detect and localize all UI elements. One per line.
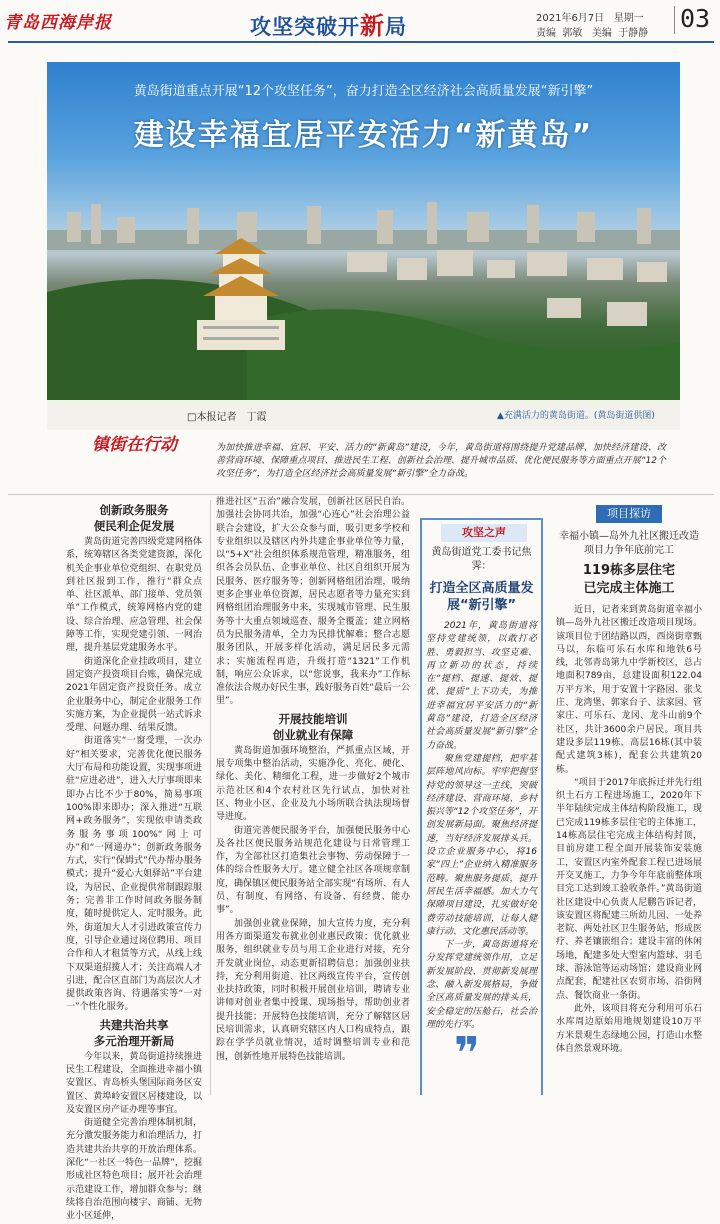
section-title-highlight: 新 xyxy=(360,12,385,40)
article-column-4 xyxy=(556,530,702,1095)
article-column-2 xyxy=(216,496,410,1095)
paragraph: 街道落实“一窗受理，一次办好”相关要求，完善优化便民服务大厅布局和功能设置，实现事项进驻“应进必进”，进入大厅事项即来即办占比不少于80%，简易事项100%即来即办；深入推进“互联网+政务服务”，实现依申请类政务服务事项100%“网上可办”和“一网通办”；创新政务服务方式，实行“保姆式”代办帮办服务模式；提升“爱心大姐驿站”平台建设，为居民、企业提供常制跟踪服务；完善非工作时间政务服务制度，随时提供定人、定时服务。此外，街道加大人才引进政策宣传力度，引导企业通过岗位聘用、项目合作和人才租赁等方式，从线上线下双渠道招揽人才；关注高端人才引进，配合区直部门为高层次人才提供政策咨询、待遇落实等“一对一”个性化服务。 xyxy=(66,736,202,1013)
headline: 建设幸福宜居平安活力“新黄岛” xyxy=(133,118,594,153)
quote-mark-icon: ❞ xyxy=(454,1028,480,1079)
paragraph: 下一步，黄岛街道将充分发挥党建统领作用，立足新发展阶段、贯彻新发展理念、融入新发展格局，争做全区高质量发展的排头兵，安全稳定的压舱石，社会治理的先行军。 xyxy=(426,940,537,1030)
header-divider xyxy=(674,6,675,34)
banner-photo xyxy=(47,62,680,430)
article-column-1 xyxy=(66,500,202,1222)
section-title: 攻坚突破开新局 xyxy=(250,12,407,40)
paragraph: 今年以来，黄岛街道持续推进民生工程建设，全面推进幸福小镇安置区、青岛桥头堡国际商务区安置区、黄埠岭安置区居楼建设，以及安置区房产证办理等事宜。 xyxy=(66,1051,202,1115)
column-divider xyxy=(210,500,211,1095)
article-column-3 xyxy=(426,546,537,1030)
issue-date: 2021年6月7日 xyxy=(536,13,605,24)
paragraph: 街道完善便民服务平台，加强便民服务中心及各社区便民服务站规范化建设与日常管理工作，为全部社区打造集社会事物、劳动保障于一体的综合性服务大厅。建立健全社区各项规章制度，确保镇区便民服务站全部实现“有场所、有人员、有制度、有网络、有设备、有经费、能办事”。 xyxy=(216,825,410,916)
paragraph: 黄岛街道加强环境整治，严抓重点区域，开展专项集中整治活动，实施净化、亮化、硬化、绿化、美化、精细化工程，进一步做好2个城市示范社区和4个农村社区先行试点，加快对社区、物业小区、企业及九小场所联合执法现场督导进度。 xyxy=(216,745,410,823)
banner-subtitle: 黄岛街道重点开展“12个攻坚任务”，奋力打造全区经济社会高质量发展“新引擎” xyxy=(133,84,594,99)
paragraph: 加强创业就业保障，加大宣传力度，充分利用各方面渠道发布就业创业惠民政策；优化就业服务，组织就业专员与用工企业进行对接，充分开发就业岗位，动态更新招聘信息；加强创业扶持，充分利用街道、社区两级宣传平台，宣传创业扶持政策，同时积极开展创业培训，聘请专业讲师对创业者集中授课、现场指导，帮助创业者提升技能；开展特色技能培训，充分了解辖区居民培训需求，认真研究辖区内人口构成特点，跟踪在学学员就业情况，适时调整培训专业和范围，创新性地开展特色技能培训。 xyxy=(216,918,410,1062)
page-number: 03 xyxy=(680,4,711,33)
column-tag-voice: 攻坚之声 xyxy=(441,524,527,542)
subhead-3: 开展技能培训 创业就业有保障 xyxy=(272,711,354,742)
quote-title: 打造全区高质量发展“新引擎” xyxy=(429,581,534,613)
paragraph: 街道健全完善治理体制机制，充分激发服务能力和治理活力，打造共建共治共享的开放治理体系。深化“一社区一特色一品牌”，挖掘形成社区特色项目；展开社会治理示范建设工作，增加群众参与；继续将自治范围向楼宇、商铺、无物业小区延伸， xyxy=(66,1118,202,1222)
paragraph: 聚焦党建提档，把牢基层阵地风向标。牢牢把握坚持党的领导这一主线，突破经济建设、营商环境、乡村振兴等“12个攻坚任务”，开创发展新局面。聚焦经济提速，当好经济发展排头兵。设立企业服务中心，将16家“四上”企业纳入精准服务范畴。聚焦服务提质，提升居民生活幸福感。加大力气保障项目建设，扎实做好免费劳动技能培训，让每人健康行动、文化惠民活动等。 xyxy=(426,753,537,937)
editor-name: 郭敏 xyxy=(562,28,583,39)
paragraph: 2021年，黄岛街道将坚持党建统领，以敢打必胜、勇毅担当、攻坚克难、再立新功的状态，持续在“提档、提速、提效、提优、提质”上下功夫，为推进幸福宜居平安活力的“新黄岛”建设，打造全区经济社会高质量发展“新引擎”全力奋战。 xyxy=(426,621,537,751)
interviewee: 黄岛街道党工委书记焦霁： xyxy=(431,547,532,572)
header-rule xyxy=(8,41,714,43)
reporter-credit: □本报记者 丁霞 xyxy=(187,412,267,423)
masthead xyxy=(0,0,720,40)
paragraph: 推进社区“五治”融合发展，创新社区居民自治。加强社会协同共治，加强“心连心”社会治理公益联合会建设，扩大公众参与面，吸引更多学校和专业组织以及辖区内外共建企事业单位等力量，以“5+X”社会组织体系规范管理，精准服务，组织各会员队伍、企事业单位、社区自组织开展为民服务、医疗服务等；创新网格组团治理，吸纳更多企事业单位资源，居民志愿者等力量充实到网格组团治理服务中来，实现城市管理、民生服务等十大重点领域巡查、服务全覆盖；建立网格员为民服务清单，全力为民排忧解难；整合志愿服务团队，开展多样化活动，满足居民多元需求；实施流程再造，升级打造“1321”工作机制，响应公众诉求，以“您说事，我来办”工作标准依法合规办好民生事，践好服务百姓“最后一公里”。 xyxy=(216,497,410,707)
issue-date-line xyxy=(536,9,644,24)
newspaper-logo: 青岛西海岸报 xyxy=(4,13,112,33)
column-tag-project: 项目探访 xyxy=(596,505,662,523)
paragraph: 近日，记者来到黄岛街道幸福小镇—岛外九社区搬迁改造项目现场。该项目位于团结路以西，西岗街章甄马以，东临可乐石水库和地铁6号线，北邻青岛第九中学新校区，总占地面积789亩，总建设面积122.04万平方米，用于安置十字路园、张戈庄、龙湾堡、郭家台子、法家园、管家庄、可乐石、龙冈、龙斗山前9个社区，共计3600余户居民。项目共建设多层119栋、高层16栋(其中装配式建筑3栋)，配套公共建筑20栋。 xyxy=(556,605,702,775)
designer-name: 于静静 xyxy=(618,28,649,39)
pavilion-icon xyxy=(197,238,285,350)
photo-caption: ▲充满活力的黄岛街道。(黄岛街道供图) xyxy=(497,411,655,421)
paragraph: 黄岛街道完善四级党建网格体系，统筹辖区各类党建资源，深化机关企事业单位党组织、在职党员到社区报到工作，推行“群众点单、社区派单、部门接单、党员领单”工作模式，统筹网格内党的建设、综合治理、应急管理、社会保障等工作，实现党建引领、一网治理，提升基层党建服务水平。 xyxy=(66,537,202,654)
paragraph: “项目于2017年底拆迁并先行组织土石方工程进场施工，2020年下半年陆续完成主体结构阶段施工，现已完成119栋多层住宅的主体施工，14栋高层住宅完成主体结构封顶，目前房建工程全面开展装饰安装施工，安置区内室外配套工程已进场展开交叉施工，力争今年年底前整体项目完工达到竣工验收条件。”黄岛街道社区建设中心负责人尼鹏告诉记者，该安置区将配建三所幼儿园、一处养老院、两处社区卫生服务站，形成医疗、养老镶嵌组合；建设丰富的休闲场地，配建多处大型室内篮球、羽毛球、游泳馆等运动场馆；建设商业网点配套，配建社区农贸市场、沿街网点、餐饮商业一条街。 xyxy=(556,777,702,1001)
subhead-1: 创新政务服务 便民利企促发展 xyxy=(93,503,175,533)
lead-paragraph: 为加快推进幸福、宜居、平安、活力的“新黄岛”建设，今年，黄岛街道将围绕提升党建品牌、加快经济建设、改善营商环境、保障重点项目、推进民生工程、创新社会治理、提升城市品质、优化便民服务等方面重点开展“12个攻坚任务”，为打造全区经济社会高质量发展“新引擎”全力奋战。 xyxy=(216,443,666,479)
column-tag-towns: 镇街在行动 xyxy=(92,435,177,455)
paragraph: 此外，该项目将充分利用可乐石水库周边原始用地规划建设10万平方米景观生态绿地公园，打造山水整体自然景观环境。 xyxy=(556,1003,702,1054)
staff-line: 责编 郭敏 美编 于静静 xyxy=(536,28,649,39)
paragraph: 街道深化企业挂政项目，建立固定资产投资项目台账，确保完成2021年固定资产投资任务。成立企业服务中心，制定企业服务工作实施方案，为企业提供一站式诉求受理、问题办理、结果反馈。 xyxy=(66,656,202,734)
issue-weekday: 星期一 xyxy=(613,13,644,24)
section-rule xyxy=(8,494,714,495)
subhead-2: 共建共治共享 多元治理开新局 xyxy=(93,1017,175,1048)
kicker: 幸福小镇—岛外九社区搬迁改造项目力争年底前完工 xyxy=(559,531,699,556)
project-title: 119栋多层住宅 已完成主体施工 xyxy=(582,563,676,596)
